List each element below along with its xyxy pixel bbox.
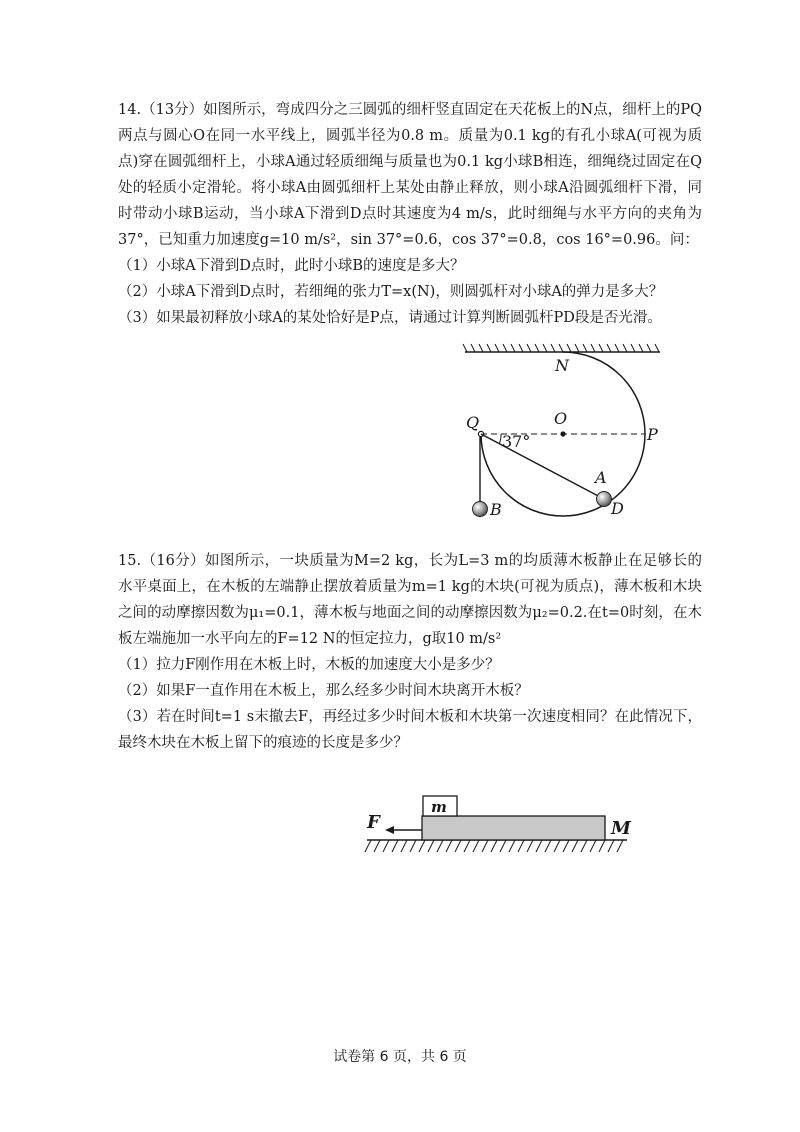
question-14-part-1: （1）小球A下滑到D点时，此时小球B的速度是多大？ — [118, 258, 465, 274]
label-d: D — [611, 499, 624, 518]
question-15-part-2: （2）如果F一直作用在木板上，那么经多少时间木块离开木板？ — [118, 683, 529, 699]
page-footer: 试卷第 6 页，共 6 页 — [333, 1049, 467, 1065]
figure-15-svg — [355, 790, 645, 865]
ceiling — [463, 344, 660, 352]
label-m-large: M — [611, 818, 631, 839]
figure-14-svg — [455, 338, 700, 528]
question-15-part-3: （3）若在时间t=1 s末撤去F，再经过多少时间木板和木块第一次速度相同？在此情况下，最终木块在木板上留下的痕迹的长度是多少？ — [118, 709, 702, 751]
arrow-head-icon — [385, 826, 394, 834]
question-14 — [118, 97, 702, 331]
label-a: A — [595, 468, 607, 487]
label-m-small: m — [431, 798, 447, 816]
ground — [365, 840, 627, 852]
question-14-stem: 14.（13分）如图所示，弯成四分之三圆弧的细杆竖直固定在天花板上的N点，细杆上的PQ两点与圆心O在同一水平线上，圆弧半径为0.8 m。质量为0.1 kg的有孔小球A(可视为质点)穿在圆弧细杆上，小球A通过轻质细绳与质量也为0.1 kg小球B相连，细绳绕过固定在Q处的轻质小定滑轮。将小球A由圆弧细杆上某处由静止释放，则小球A沿圆弧细杆下滑，同时带动小球B运动，当小球A下滑到D点时其速度为4 m/s，此时细绳与水平方向的夹角为37°，已知重力加速度g=10 m/s²，sin 37°=0.6，cos 37°=0.8，cos 16°=0.96。问： — [118, 102, 702, 248]
label-f: F — [367, 812, 380, 833]
label-q: Q — [466, 413, 480, 432]
label-b: B — [490, 500, 502, 519]
question-14-part-3: （3）如果最初释放小球A的某处恰好是P点，请通过计算判断圆弧杆PD段是否光滑。 — [118, 310, 662, 326]
board-m — [422, 816, 605, 840]
ball-a-icon — [597, 492, 612, 507]
ball-b-icon — [473, 502, 488, 517]
figure-14 — [455, 338, 700, 528]
question-14-part-2: （2）小球A下滑到D点时，若细绳的张力T=x(N)，则圆弧杆对小球A的弹力是多大？ — [118, 284, 664, 300]
label-n: N — [555, 356, 569, 375]
center-point-o — [560, 431, 565, 436]
label-o: O — [554, 409, 568, 428]
angle-arc — [499, 434, 501, 444]
figure-15 — [355, 790, 645, 865]
question-15-stem: 15.（16分）如图所示，一块质量为M=2 kg，长为L=3 m的均质薄木板静止在足够长的水平桌面上，在木板的左端静止摆放着质量为m=1 kg的木块(可视为质点)，薄木板和木块之间的动摩擦因数为μ₁=0.1，薄木板与地面之间的动摩擦因数为μ₂=0.2.在t=0时刻，在木板左端施加一水平向左的F=12 N的恒定拉力，g取10 m/s² — [118, 553, 702, 647]
label-angle: 37° — [502, 432, 531, 451]
question-15-part-1: （1）拉力F刚作用在木板上时，木板的加速度大小是多少？ — [118, 657, 500, 673]
label-p: P — [647, 425, 658, 444]
question-15 — [118, 548, 702, 756]
